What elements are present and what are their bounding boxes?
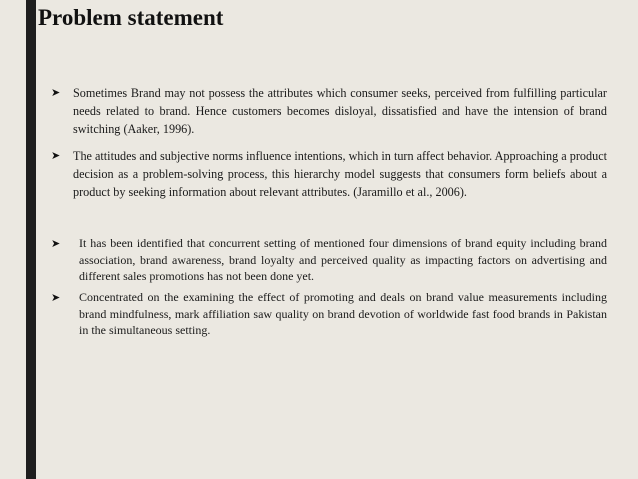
arrow-bullet-icon: ➤ [51,150,61,162]
arrow-bullet-icon: ➤ [51,238,61,250]
arrow-bullet-icon: ➤ [51,292,61,304]
bullet-text: It has been identified that concurrent setting of mentioned four dimensions of brand equity including brand association, brand awareness, brand loyalty and perceived quality as impacting factors on advertising and different sales promotions has not been done yet. [79,236,607,283]
bullet-text: The attitudes and subjective norms influence intentions, which in turn affect behavior. Approaching a product decision as a problem-solving process, this hierarchy model suggests that consumers form beliefs about a product by seeking information about relevant attributes. (Jaramillo et al., 2006). [73,149,607,199]
bullet-item [51,289,607,339]
bullet-text: Concentrated on the examining the effect of promoting and deals on brand value measurements including brand mindfulness, mark affiliation saw quality on brand devotion of worldwide fast food brands in Pakistan in the simultaneous setting. [79,290,607,337]
arrow-bullet-icon: ➤ [51,87,61,99]
slide-title: Problem statement [38,5,224,30]
bullet-item [51,84,607,138]
accent-bar [26,0,36,479]
bullet-item [51,235,607,285]
bullet-text: Sometimes Brand may not possess the attributes which consumer seeks, perceived from fulfilling particular needs related to brand. Hence customers becomes disloyal, dissatisfied and have the intension of brand switching (Aaker, 1996). [73,86,607,136]
bullet-item [51,147,607,201]
